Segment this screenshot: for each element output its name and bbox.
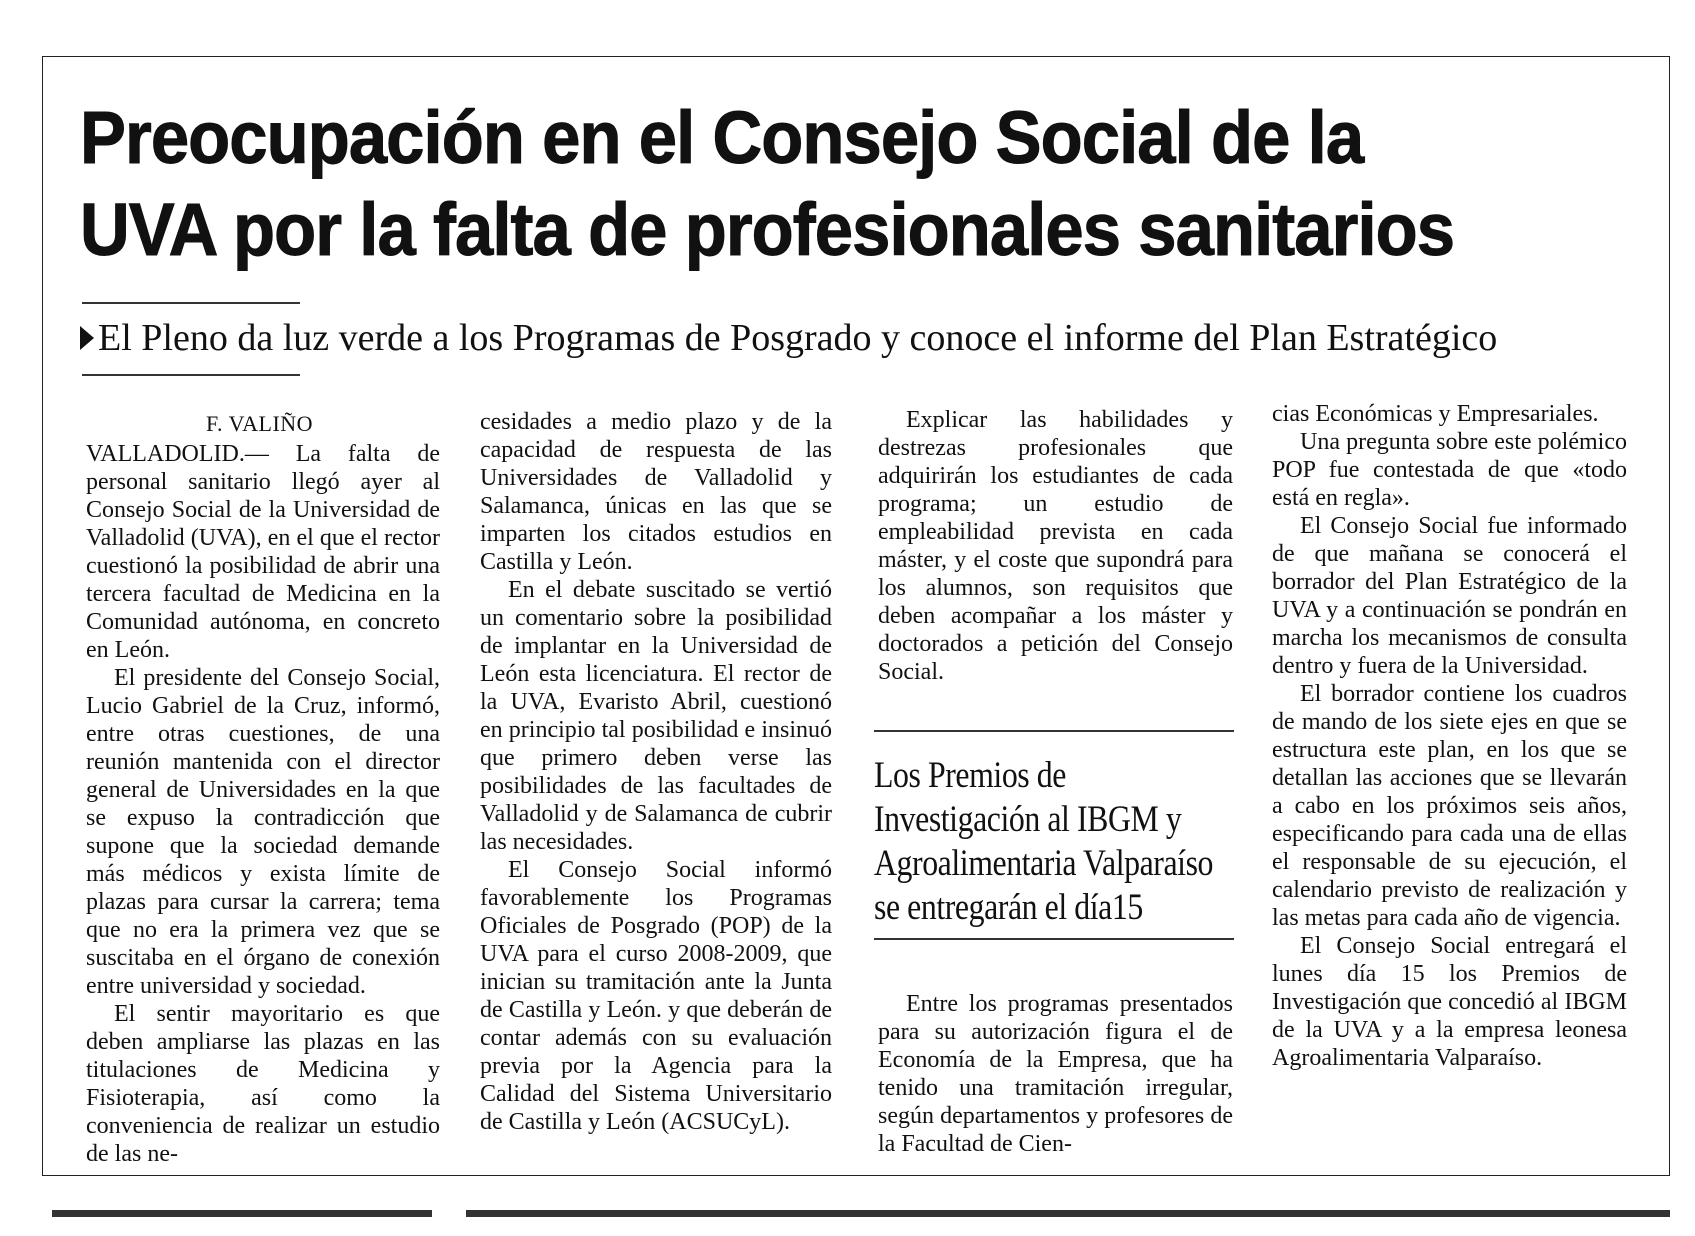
column-4 (1272, 400, 1627, 1072)
headline-line-2: UVA por la falta de profesionales sanitarios (80, 188, 1455, 271)
sidebar-rule-bottom (874, 938, 1234, 940)
sidebar-headline-line: se entregarán el día15 (874, 887, 1143, 928)
paragraph: cias Económicas y Empresariales. (1272, 401, 1599, 427)
paragraph: Entre los programas presentados para su autorización figura el de Economía de la Empresa, que ha tenido una tramitación irregular, según departamentos y profesores de la Facultad de Cien- (878, 991, 1233, 1157)
subtitle-rule-bottom (82, 374, 300, 376)
paragraph: Una pregunta sobre este polémico POP fue contestada de que «todo está en regla». (1272, 429, 1627, 511)
paragraph: Explicar las habilidades y destrezas profesionales que adquirirán los estudiantes de cada programa; un estudio de empleabilidad prevista en cada máster, y el coste que supondrá para los alumnos, son requisitos que deben acompañar a los máster y doctorados a petición del Consejo Social. (878, 407, 1233, 685)
paragraph: cesidades a medio plazo y de la capacidad de respuesta de las Universidades de Valladolid y Salamanca, únicas en las que se imparten los citados estudios en Castilla y León. (480, 409, 832, 575)
headline (80, 92, 1531, 276)
column-3-lower (878, 990, 1233, 1158)
sidebar-rule-top (874, 730, 1234, 732)
byline: F. VALIÑO (206, 411, 314, 436)
column-1 (86, 410, 440, 1168)
paragraph: El Consejo Social entregará el lunes día 15 los Premios de Investigación que concedió al IBGM de la UVA y a la empresa leonesa Agroalimentaria Valparaíso. (1272, 933, 1627, 1071)
bottom-rule-left (52, 1210, 432, 1217)
paragraph: En el debate suscitado se vertió un comentario sobre la posibilidad de implantar en la Universidad de León esta licenciatura. El rector de la UVA, Evaristo Abril, cuestionó en principio tal posibilidad e insinuó que primero deben verse las posibilidades de las facultades de Valladolid y de Salamanca de cubrir las necesidades. (480, 577, 832, 855)
paragraph: El borrador contiene los cuadros de mando de los siete ejes en que se estructura este plan, en los que se detallan las acciones que se llevarán a cabo en los próximos seis años, especificando para cada una de ellas el responsable de su ejecución, el calendario previsto de realización y las metas para cada año de vigencia. (1272, 681, 1627, 931)
bottom-rule-right (466, 1210, 1670, 1217)
paragraph: El Consejo Social informó favorablemente los Programas Oficiales de Posgrado (POP) de la UVA para el curso 2008-2009, que inician su tramitación ante la Junta de Castilla y León. y que deberán de contar además con su evaluación previa por la Agencia para la Calidad del Sistema Universitario de Castilla y León (ACSUCyL). (480, 857, 832, 1135)
sidebar-headline-line: Los Premios de (874, 755, 1066, 796)
paragraph: El Consejo Social fue informado de que mañana se conocerá el borrador del Plan Estratégico de la UVA y a continuación se pondrán en marcha los mecanismos de consulta dentro y fuera de la Universidad. (1272, 513, 1627, 679)
sidebar-headline-line: Investigación al IBGM y (874, 799, 1182, 840)
column-2 (480, 408, 832, 1136)
triangle-bullet-icon (80, 326, 94, 350)
sidebar-headline (874, 754, 1214, 930)
subtitle-text: El Pleno da luz verde a los Programas de Posgrado y conoce el informe del Plan Estratégico (98, 317, 1498, 359)
headline-line-1: Preocupación en el Consejo Social de la (80, 96, 1364, 179)
paragraph: El sentir mayoritario es que deben ampliarse las plazas en las titulaciones de Medicina y Fisioterapia, así como la conveniencia de realizar un estudio de las ne- (86, 1001, 440, 1167)
subtitle (80, 300, 1620, 376)
sidebar-headline-line: Agroalimentaria Valparaíso (874, 843, 1214, 884)
paragraph: El presidente del Consejo Social, Lucio Gabriel de la Cruz, informó, entre otras cuestiones, de una reunión mantenida con el director general de Universidades en la que se expuso la contradicción que supone que la sociedad demande más médicos y exista límite de plazas para cursar la carrera; tema que no era la primera vez que se suscitaba en el órgano de conexión entre universidad y sociedad. (86, 665, 440, 999)
paragraph: VALLADOLID.— La falta de personal sanitario llegó ayer al Consejo Social de la Universidad de Valladolid (UVA), en el que el rector cuestionó la posibilidad de abrir una tercera facultad de Medicina en la Comunidad autónoma, en concreto en León. (86, 441, 440, 663)
